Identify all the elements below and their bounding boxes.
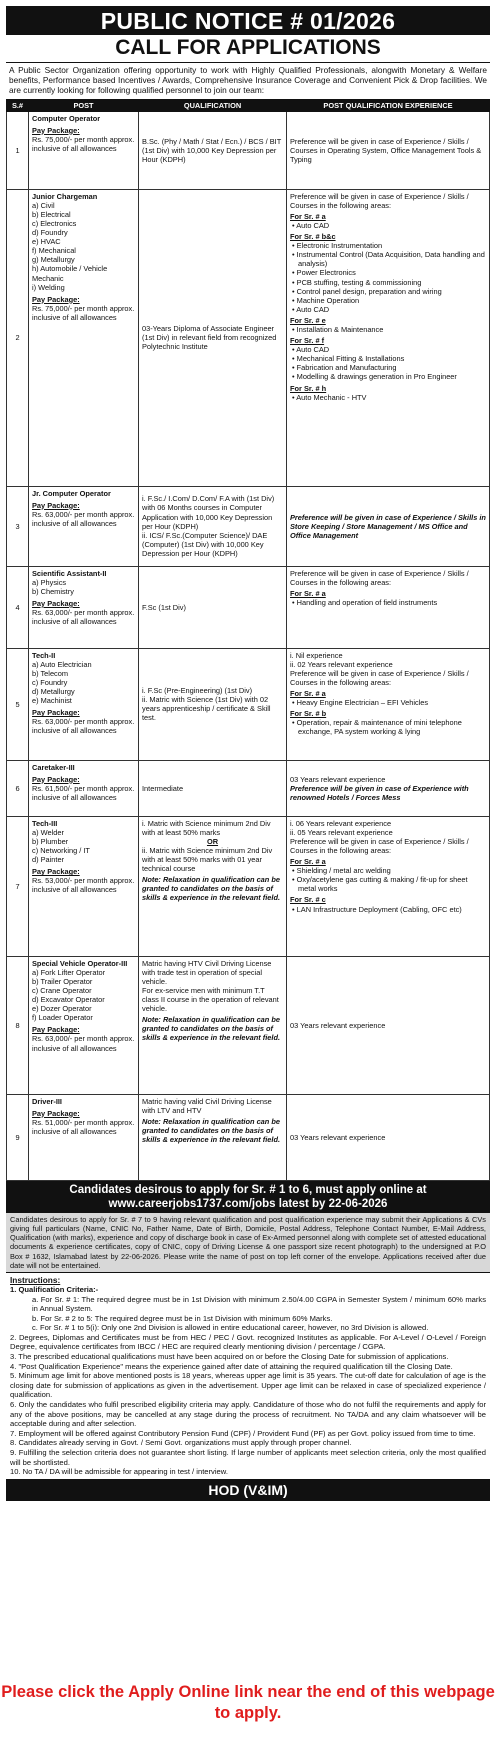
qualification-text: 03-Years Diploma of Associate Engineer (1st Div) in relevant field from recognized Polytechnic Institute [142, 324, 277, 352]
pay-package-label: Pay Package: [32, 500, 80, 510]
qualification-text: i. F.Sc./ I.Com/ D.Com/ F.A with (1st Div) with 06 Months courses in Computer Application with 10,000 Key Depression per Hour (KDPH) ii. ICS/ F.Sc.(Computer Science)/ DAE (Computer) (1st Div) with 10,000 Key Depression per Hour (KDPH) [142, 494, 275, 558]
experience-group-heading: For Sr. # a [290, 211, 326, 221]
col-header-sr: S.# [7, 99, 29, 111]
experience-item: • LAN Infrastructure Deployment (Cabling, OFC etc) [290, 905, 486, 914]
experience-item: • Operation, repair & maintenance of mini telephone exchange, PA system working & lying [290, 718, 486, 736]
qualification-cell [139, 189, 287, 486]
col-header-experience: POST QUALIFICATION EXPERIENCE [287, 99, 490, 111]
table-row [7, 111, 490, 189]
apply-online-prompt[interactable]: Please click the Apply Online link near the end of this webpage to apply. [1, 1683, 495, 1722]
experience-text: Preference will be given in case of Experience / Skills / Courses in Operating System, Office Management Tools & Typing [290, 136, 482, 164]
instruction-item: c. For Sr. # 1 to 5(i): Only one 2nd Division is allowed in entire educational career, however, no 3rd Division is allowed. [32, 1323, 429, 1333]
experience-item: • Handling and operation of field instruments [290, 598, 486, 607]
table-row [7, 486, 490, 566]
experience-item: • Electronic Instrumentation [290, 241, 486, 250]
experience-text: 03 Years relevant experience [290, 774, 386, 784]
pay-package-value: Rs. 63,000/- per month approx. inclusive of all allowances [32, 1034, 135, 1053]
experience-item: • PCB stuffing, testing & commissioning [290, 278, 486, 287]
instruction-item: 9. Fulfilling the selection criteria does not guarantee short listing. If large number of applicants meet selection criteria, only the most qualified will be shortlisted. [10, 1448, 486, 1467]
instruction-item: a. For Sr. # 1: The required degree must be in 1st Division with minimum 2.50/4.00 CGPA in Semester System / minimum 60% marks in Annual System. [32, 1294, 486, 1314]
instruction-item: 6. Only the candidates who fulfil prescribed eligibility criteria may apply. Candidature of those who do not fulfil the requirements and apply for any of the above positions, may be cancelled at any stage during the process of recruitment. No TA/DA and any claim whatsoever will be acceptable during and after selection. [10, 1400, 486, 1429]
row-serial: 5 [7, 648, 29, 760]
qualification-cell [139, 111, 287, 189]
experience-item: • Power Electronics [290, 268, 486, 277]
pay-package-value: Rs. 51,000/- per month approx. inclusive of all allowances [32, 1117, 135, 1136]
experience-text: Preference will be given in case of Experience / Skills / Courses in the following areas: [290, 191, 469, 210]
experience-item: • Machine Operation [290, 296, 486, 305]
instruction-item: 2. Degrees, Diplomas and Certificates must be from HEC / PEC / Govt. recognized Institutes as applicable. For A-Level / O-Level / Foreign Degree, equivalence certificates from IBCC / HEC are required clearly mentioning division / percentage / CGPA. [10, 1332, 486, 1352]
row-serial: 7 [7, 816, 29, 956]
post-subcategories: a) Auto Electrician b) Telecom c) Foundry d) Metallurgy e) Machinist [32, 659, 92, 706]
experience-cell [287, 486, 490, 566]
experience-item: • Heavy Engine Electrician – EFI Vehicles [290, 698, 486, 707]
experience-group-heading: For Sr. # a [290, 857, 326, 867]
experience-text: i. 06 Years relevant experience ii. 05 Years relevant experience Preference will be given in case of Experience / Skills / Courses in the following areas: [290, 818, 469, 855]
instruction-item: 3. The prescribed educational qualifications must have been acquired on or before the Closing Date for submission of applications. [10, 1352, 449, 1362]
experience-cell [287, 816, 490, 956]
experience-text: Preference will be given in case of Experience / Skills / Courses in the following areas: [290, 568, 469, 587]
qualification-cell [139, 648, 287, 760]
experience-item: • Fabrication and Manufacturing [290, 363, 486, 372]
experience-group-heading: For Sr. # b&c [290, 232, 336, 242]
pay-package-value: Rs. 53,000/- per month approx. inclusive of all allowances [32, 876, 135, 895]
intro-text: A Public Sector Organization offering opportunity to work with Highly Qualified Professionals, alongwith Monetary & Welfare benefits, Performance based Incentives / Awards, Comprehensive Insurance Coverage and Convenient Pick & Drop facilities. We are currently looking for following qualified personnel to join our team: [9, 65, 487, 96]
qualification-cell [139, 816, 287, 956]
row-serial: 2 [7, 189, 29, 486]
post-subcategories: a) Physics b) Chemistry [32, 577, 74, 596]
post-title: Computer Operator [32, 113, 101, 123]
row-serial: 6 [7, 760, 29, 816]
qualification-cell [139, 760, 287, 816]
qualification-text: i. Matric with Science minimum 2nd Div with at least 50% marks [142, 818, 271, 837]
experience-text: i. Nil experience ii. 02 Years relevant experience Preference will be given in case of Experience / Skills / Courses in the following areas: [290, 650, 469, 687]
pay-package-label: Pay Package: [32, 125, 80, 135]
post-title: Special Vehicle Operator-III [32, 958, 128, 968]
qualification-cell [139, 956, 287, 1094]
post-cell [29, 1094, 139, 1180]
table-row [7, 1094, 490, 1180]
qualification-text: Intermediate [142, 783, 184, 793]
posts-table [6, 99, 490, 1181]
qualification-relaxation-note: Note: Relaxation in qualification can be granted to candidates on the basis of skills & experience in the relevant field. [142, 875, 281, 903]
row-serial: 8 [7, 956, 29, 1094]
qualification-text: B.Sc. (Phy / Math / Stat / Ecn.) / BCS / BIT (1st Div) with 10,000 Key Depression per Hour (KDPH) [142, 136, 282, 164]
experience-cell [287, 648, 490, 760]
qualification-cell [139, 566, 287, 648]
experience-group-heading: For Sr. # a [290, 689, 326, 699]
instruction-item: 7. Employment will be offered against Contributory Pension Fund (CPF) / Provident Fund (PF) as per Govt. policy issued from time to time. [10, 1428, 476, 1438]
apply-line-1: Candidates desirous to apply for Sr. # 1 to 6, must apply online at [69, 1183, 427, 1196]
experience-item: • Modelling & drawings generation in Pro Engineer [290, 372, 486, 381]
notice-title: PUBLIC NOTICE # 01/2026 [6, 6, 490, 35]
experience-cell [287, 189, 490, 486]
pay-package-label: Pay Package: [32, 1025, 80, 1035]
experience-item: • Auto Mechanic - HTV [290, 393, 486, 402]
post-cell [29, 486, 139, 566]
post-title: Junior Chargeman [32, 191, 98, 201]
post-title: Caretaker-III [32, 762, 75, 772]
post-cell [29, 566, 139, 648]
pay-package-label: Pay Package: [32, 774, 80, 784]
experience-group-heading: For Sr. # h [290, 383, 327, 393]
row-serial: 3 [7, 486, 29, 566]
experience-item: • Control panel design, preparation and wiring [290, 287, 486, 296]
col-header-post: POST [29, 99, 139, 111]
instructions-heading: Instructions: [10, 1274, 61, 1285]
pay-package-label: Pay Package: [32, 867, 80, 877]
experience-group-heading: For Sr. # e [290, 315, 326, 325]
experience-group-heading: For Sr. # b [290, 709, 327, 719]
pay-package-value: Rs. 61,500/- per month approx. inclusive of all allowances [32, 783, 135, 802]
col-header-qualification: QUALIFICATION [139, 99, 287, 111]
qualification-or: OR [206, 836, 219, 846]
signature-hod: HOD (V&IM) [6, 1479, 490, 1501]
pay-package-value: Rs. 63,000/- per month approx. inclusive of all allowances [32, 509, 135, 528]
pay-package-value: Rs. 75,000/- per month approx. inclusive of all allowances [32, 303, 135, 322]
qualification-relaxation-note: Note: Relaxation in qualification can be granted to candidates on the basis of skills & experience in the relevant field. [142, 1116, 281, 1145]
qualification-text: Matric having HTV Civil Driving License with trade test in operation of special vehicle. For ex-service men with minimum T.T class II course in the operation of relevant vehicle. [142, 958, 279, 1014]
experience-preference: Preference will be given in case of Experience with renowned Hotels / Forces Mess [290, 783, 469, 802]
table-row [7, 816, 490, 956]
pay-package-label: Pay Package: [32, 294, 80, 304]
apply-url-line[interactable]: www.careerjobs1737.com/jobs latest by 22-06-2026 [108, 1197, 388, 1210]
experience-cell [287, 760, 490, 816]
post-title: Scientific Assistant-II [32, 568, 107, 578]
experience-item: • Auto CAD [290, 345, 486, 354]
experience-item: • Auto CAD [290, 305, 486, 314]
instruction-item: 4. "Post Qualification Experience" means the experience gained after date of attaining the required qualification till the Closing Date. [10, 1361, 453, 1371]
table-row [7, 648, 490, 760]
postal-application-note: Candidates desirous to apply for Sr. # 7 to 9 having relevant qualification and post qualification experience may submit their Applications & CVs giving full particulars (Name, CNIC No, Father Name, Date of Birth, Domicile, Postal Address, Telephone Contact Number, E-Mail Address, Qualification (with marks), experience and copy of discharge book in case of Ex-Armed personnel along with complete set of attested educational documents & experience certificates, copy of CNIC, copy of Driving License & one passport size recent photograph) to the undersigned at P.O Box # 1632, Islamabad latest by 22-06-2026. Please write the name of post on top left corner of the envelope. Applications received after due date will not be entertained. [6, 1213, 490, 1273]
post-title: Driver-III [32, 1096, 62, 1106]
experience-cell [287, 566, 490, 648]
instruction-item: 5. Minimum age limit for above mentioned posts is 18 years, whereas upper age limit is 35 years. The cut-off date for calculation of age is the closing date for submission of applications as given in the advertisement. Upper age limit can be relaxed in case of specialized experience / qualification. [10, 1371, 486, 1400]
experience-item: • Shielding / metal arc welding [290, 866, 486, 875]
qualification-text: Matric having valid Civil Driving License with LTV and HTV [142, 1096, 272, 1115]
experience-item: • Oxy/acetylene gas cutting & making / fit-up for sheet metal works [290, 875, 486, 893]
post-title: Tech-III [32, 818, 58, 828]
experience-item: • Installation & Maintenance [290, 325, 486, 334]
post-title: Jr. Computer Operator [32, 488, 111, 498]
post-subcategories: a) Fork Lifter Operator b) Trailer Operator c) Crane Operator d) Excavator Operator e) Dozer Operator f) Loader Operator [32, 967, 106, 1023]
pay-package-label: Pay Package: [32, 1108, 80, 1118]
instruction-item: 1. Qualification Criteria:- [10, 1284, 99, 1294]
row-serial: 1 [7, 111, 29, 189]
experience-item: • Mechanical Fitting & Installations [290, 354, 486, 363]
qualification-text: i. F.Sc (Pre-Engineering) (1st Div) ii. Matric with Science (1st Div) with 02 years apprenticeship / certificate & Skill test. [142, 686, 271, 723]
row-serial: 4 [7, 566, 29, 648]
instructions-list [6, 1285, 490, 1477]
row-serial: 9 [7, 1094, 29, 1180]
experience-text: 03 Years relevant experience [290, 1132, 386, 1142]
table-row [7, 956, 490, 1094]
experience-item: • Auto CAD [290, 221, 486, 230]
apply-online-banner [6, 1181, 490, 1213]
post-cell [29, 760, 139, 816]
post-cell [29, 816, 139, 956]
qualification-cell [139, 486, 287, 566]
post-cell [29, 189, 139, 486]
experience-preference: Preference will be given in case of Experience / Skills in Store Keeping / Store Management / MS Office and Office Management [290, 512, 486, 540]
instruction-item: 10. No TA / DA will be admissible for appearing in test / interview. [10, 1467, 228, 1477]
post-title: Tech-II [32, 650, 56, 660]
pay-package-value: Rs. 75,000/- per month approx. inclusive of all allowances [32, 134, 135, 153]
post-cell [29, 111, 139, 189]
qualification-relaxation-note: Note: Relaxation in qualification can be granted to candidates on the basis of skills & experience in the relevant field. [142, 1015, 281, 1043]
instruction-item: b. For Sr. # 2 to 5: The required degree must be in 1st Division with minimum 60% Marks. [32, 1313, 333, 1323]
experience-group-heading: For Sr. # f [290, 336, 325, 346]
post-cell [29, 648, 139, 760]
pay-package-label: Pay Package: [32, 598, 80, 608]
post-cell [29, 956, 139, 1094]
notice-subtitle: CALL FOR APPLICATIONS [6, 35, 490, 63]
experience-text: 03 Years relevant experience [290, 1020, 386, 1030]
experience-group-heading: For Sr. # c [290, 895, 326, 905]
pay-package-value: Rs. 63,000/- per month approx. inclusive of all allowances [32, 608, 135, 627]
experience-cell [287, 1094, 490, 1180]
qualification-text: F.Sc (1st Div) [142, 602, 186, 612]
instruction-item: 8. Candidates already serving in Govt. / Semi Govt. organizations must apply through proper channel. [10, 1438, 352, 1448]
qualification-text-alt: ii. Matric with Science minimum 2nd Div with at least 50% marks with 01 year technical course [142, 845, 273, 874]
post-subcategories: a) Civil b) Electrical c) Electronics d) Foundry e) HVAC f) Mechanical g) Metallurgy h) Automobile / Vehicle Mechanic i) Welding [32, 200, 108, 292]
experience-item: • Instrumental Control (Data Acquisition, Data handling and analysis) [290, 250, 486, 268]
experience-cell [287, 111, 490, 189]
experience-cell [287, 956, 490, 1094]
post-subcategories: a) Welder b) Plumber c) Networking / IT d) Painter [32, 827, 90, 865]
table-row [7, 760, 490, 816]
experience-group-heading: For Sr. # a [290, 588, 326, 598]
pay-package-value: Rs. 63,000/- per month approx. inclusive of all allowances [32, 717, 135, 736]
public-notice [6, 6, 490, 1501]
qualification-cell [139, 1094, 287, 1180]
pay-package-label: Pay Package: [32, 708, 80, 718]
table-row [7, 566, 490, 648]
table-header-row [7, 99, 490, 111]
table-row [7, 189, 490, 486]
